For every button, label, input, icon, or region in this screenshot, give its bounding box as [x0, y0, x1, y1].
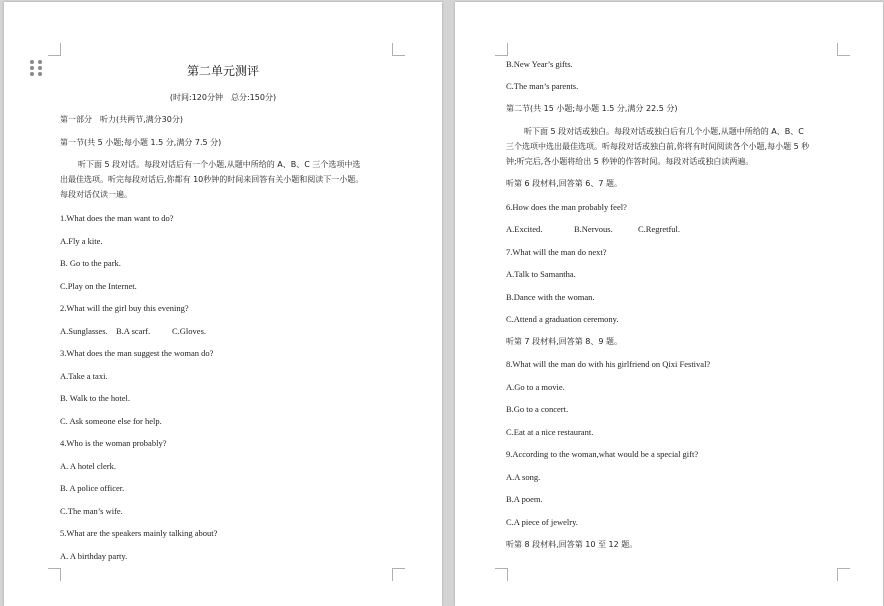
- page-title: 第二单元测评: [186, 64, 259, 78]
- section-heading: 第一节(共 5 小题;每小题 1.5 分,满分 7.5 分): [60, 138, 222, 147]
- question-8: 8.What will the man do with his girlfriend on Qixi Festival?: [506, 359, 711, 369]
- question-2-options: [60, 325, 206, 337]
- question-4-option-a: A. A hotel clerk.: [60, 461, 116, 471]
- instruction-line: 每段对话仅读一遍。: [60, 190, 132, 199]
- question-7-option-a: A.Talk to Samantha.: [506, 269, 576, 279]
- instruction-line: 三个选项中选出最佳选项。听每段对话或独白前,你将有时间阅读各个小题,每小题 5 秒: [506, 142, 810, 151]
- question-5: 5.What are the speakers mainly talking about?: [60, 528, 218, 538]
- question-6-option-a: A.Excited.: [506, 224, 543, 234]
- question-9-option-b: B.A poem.: [506, 494, 543, 504]
- question-9-option-c: C.A piece of jewelry.: [506, 517, 578, 527]
- question-6: 6.How does the man probably feel?: [506, 202, 627, 212]
- part-heading: 第一部分 听力(共两节,满分30分): [60, 115, 183, 124]
- margin-corner-bottom-left: [48, 568, 61, 581]
- margin-corner-bottom-right: [837, 568, 850, 581]
- question-5-option-b: B.New Year’s gifts.: [506, 59, 573, 69]
- instruction-line: 听下面 5 段对话或独白。每段对话或独白后有几个小题,从题中所给的 A、B、C: [524, 127, 804, 136]
- margin-corner-bottom-left: [495, 568, 508, 581]
- material-heading: 听第 8 段材料,回答第 10 至 12 题。: [506, 540, 638, 549]
- instruction-line: 钟;听完后,各小题将给出 5 秒钟的作答时间。每段对话或独白读两遍。: [506, 157, 754, 166]
- question-8-option-c: C.Eat at a nice restaurant.: [506, 427, 594, 437]
- question-6-options: [506, 223, 680, 235]
- question-6-option-c: C.Regretful.: [638, 224, 681, 234]
- question-4-option-b: B. A police officer.: [60, 483, 125, 493]
- question-1: 1.What does the man want to do?: [60, 213, 174, 223]
- question-1-option-a: A.Fly a kite.: [60, 236, 103, 246]
- margin-corner-top-left: [48, 43, 61, 56]
- document-page-1: [4, 2, 442, 606]
- document-page-2: [455, 2, 883, 606]
- question-3: 3.What does the man suggest the woman do?: [60, 348, 214, 358]
- question-7-option-c: C.Attend a graduation ceremony.: [506, 314, 619, 324]
- question-9-option-a: A.A song.: [506, 472, 541, 482]
- question-5-option-a: A. A birthday party.: [60, 551, 128, 561]
- question-3-option-a: A.Take a taxi.: [60, 371, 108, 381]
- question-2-option-b: B.A scarf.: [116, 326, 151, 336]
- question-2-option-a: A.Sunglasses.: [60, 326, 108, 336]
- exam-subtitle: (时间:120分钟 总分:150分): [169, 93, 277, 102]
- question-1-option-c: C.Play on the Internet.: [60, 281, 137, 291]
- margin-corner-top-left: [495, 43, 508, 56]
- question-1-option-b: B. Go to the park.: [60, 258, 121, 268]
- question-9: 9.According to the woman,what would be a special gift?: [506, 449, 699, 459]
- question-3-option-b: B. Walk to the hotel.: [60, 393, 130, 403]
- question-4-option-c: C.The man’s wife.: [60, 506, 123, 516]
- margin-corner-top-right: [837, 43, 850, 56]
- section-heading: 第二节(共 15 小题;每小题 1.5 分,满分 22.5 分): [506, 104, 678, 113]
- question-8-option-b: B.Go to a concert.: [506, 404, 569, 414]
- margin-corner-top-right: [392, 43, 405, 56]
- instruction-line: 听下面 5 段对话。每段对话后有一个小题,从题中所给的 A、B、C 三个选项中选: [78, 160, 361, 169]
- question-4: 4.Who is the woman probably?: [60, 438, 167, 448]
- instruction-line: 出最佳选项。听完每段对话后,你都有 10秒钟的时间来回答有关小题和阅读下一小题。: [60, 175, 364, 184]
- question-3-option-c: C. Ask someone else for help.: [60, 416, 162, 426]
- margin-corner-bottom-right: [392, 568, 405, 581]
- material-heading: 听第 7 段材料,回答第 8、9 题。: [506, 337, 622, 346]
- material-heading: 听第 6 段材料,回答第 6、7 题。: [506, 179, 622, 188]
- question-7: 7.What will the man do next?: [506, 247, 607, 257]
- question-7-option-b: B.Dance with the woman.: [506, 292, 595, 302]
- question-2: 2.What will the girl buy this evening?: [60, 303, 189, 313]
- question-2-option-c: C.Gloves.: [172, 326, 206, 336]
- question-6-option-b: B.Nervous.: [574, 224, 613, 234]
- question-5-option-c: C.The man’s parents.: [506, 81, 579, 91]
- question-8-option-a: A.Go to a movie.: [506, 382, 565, 392]
